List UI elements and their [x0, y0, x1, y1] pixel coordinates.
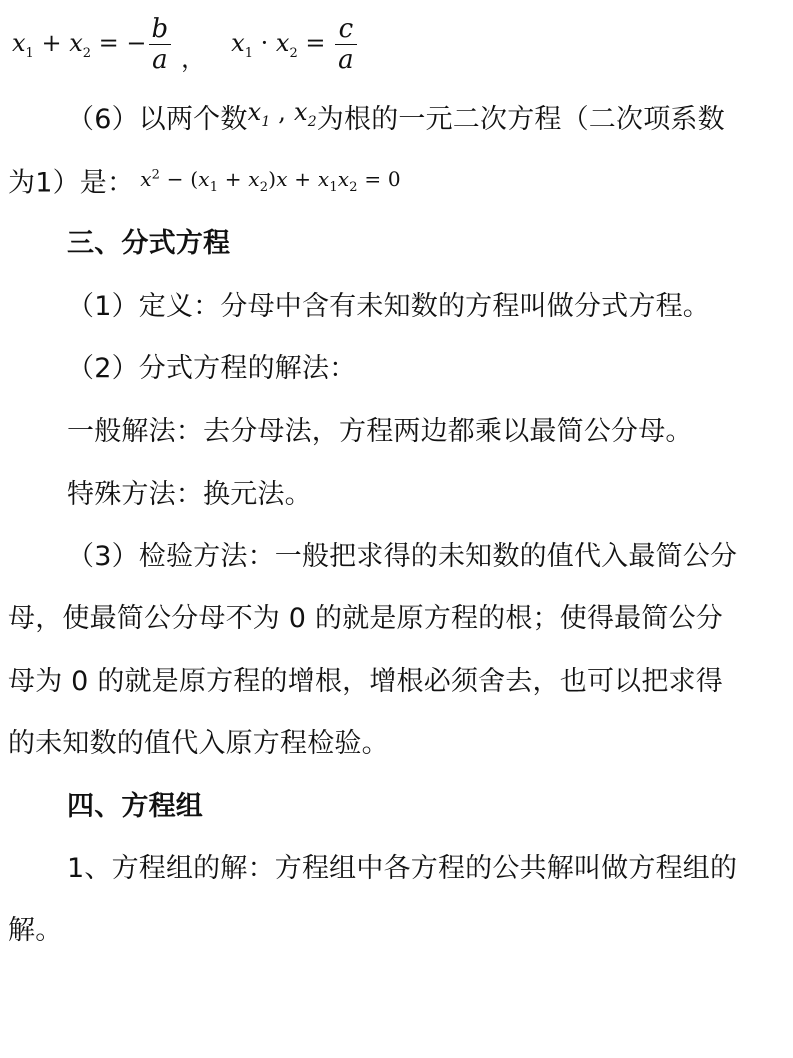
sum-x2-subscript: 2 — [82, 45, 92, 61]
roots-x2: x — [293, 98, 308, 126]
item6-suffix: 为根的一元二次方程（二次项系数 — [316, 104, 725, 135]
section3-check-line4: 的未知数的值代入原方程检验。 — [8, 728, 389, 759]
section4-solution-line2: 解。 — [8, 915, 63, 946]
section3-solve-title: （2）分式方程的解法： — [67, 353, 357, 384]
sum-formula — [12, 14, 173, 75]
quadratic-equation — [140, 166, 401, 195]
section3-general-method: 一般解法：去分母法，方程两边都乘以最简公分母。 — [67, 416, 693, 447]
section4-solution-line1: 1、方程组的解：方程组中各方程的公共解叫做方程组的 — [67, 853, 738, 884]
product-formula — [231, 14, 358, 75]
roots-x1: x — [247, 98, 262, 126]
section3-check-line2: 母，使最简公分母不为 0 的就是原方程的根；使得最简公分 — [8, 603, 723, 634]
sum-numerator: b — [149, 14, 172, 45]
eq-x2: x — [248, 166, 260, 191]
eq-close-paren: ) — [268, 166, 277, 191]
roots-math — [247, 98, 317, 130]
eq-x-mid: x — [276, 166, 288, 191]
eq-x2b: x — [337, 166, 350, 191]
prod-equals: = — [297, 28, 334, 57]
formula-separator: ， — [181, 44, 206, 73]
sum-x1-subscript: 1 — [25, 45, 34, 61]
section3-definition: （1）定义：分母中含有未知数的方程叫做分式方程。 — [67, 291, 710, 322]
eq-exponent: 2 — [151, 167, 161, 182]
eq-x2b-subscript: 2 — [349, 179, 358, 195]
prod-x1-subscript: 1 — [244, 45, 253, 61]
roots-comma: , — [270, 98, 294, 126]
prod-x2: x — [275, 28, 290, 57]
prod-x1: x — [231, 28, 245, 57]
item6-line2 — [8, 165, 401, 210]
section4-heading: 四、方程组 — [67, 791, 203, 822]
sum-denominator: a — [152, 44, 168, 75]
prod-fraction — [335, 14, 357, 75]
prod-x2-subscript: 2 — [289, 45, 298, 61]
eq-x1b-subscript: 1 — [329, 179, 338, 195]
sum-x1: x — [12, 28, 26, 57]
prod-denominator: a — [338, 44, 354, 75]
eq-plus2: + — [287, 166, 318, 191]
section3-check-line3: 母为 0 的就是原方程的增根，增根必须舍去，也可以把求得 — [8, 666, 723, 697]
sum-plus: + — [33, 28, 70, 57]
prod-numerator: c — [335, 14, 357, 45]
sum-x2: x — [69, 28, 83, 57]
eq-plus: + — [218, 166, 249, 191]
eq-x2-subscript: 2 — [259, 179, 269, 195]
sum-equals-minus: = − — [91, 28, 147, 57]
eq-x1b: x — [317, 166, 330, 191]
sum-fraction — [149, 14, 172, 75]
section3-check-line1: （3）检验方法：一般把求得的未知数的值代入最简公分 — [67, 541, 738, 572]
item6-prefix: （6）以两个数 — [67, 104, 248, 135]
item6-line2-prefix: 为1）是： — [8, 167, 135, 199]
roots-x1-subscript: 1 — [261, 113, 271, 130]
prod-dot: · — [253, 28, 276, 57]
roots-x2-subscript: 2 — [307, 113, 317, 130]
item6-line1 — [67, 98, 725, 146]
vieta-formulas — [12, 8, 359, 80]
section3-heading: 三、分式方程 — [67, 228, 231, 259]
eq-x1: x — [198, 166, 210, 191]
eq-x1-subscript: 1 — [209, 179, 219, 195]
eq-minus-paren: − ( — [160, 166, 199, 191]
section3-special-method: 特殊方法：换元法。 — [67, 479, 312, 510]
eq-equals-zero: = 0 — [357, 166, 401, 191]
eq-x: x — [140, 166, 152, 191]
